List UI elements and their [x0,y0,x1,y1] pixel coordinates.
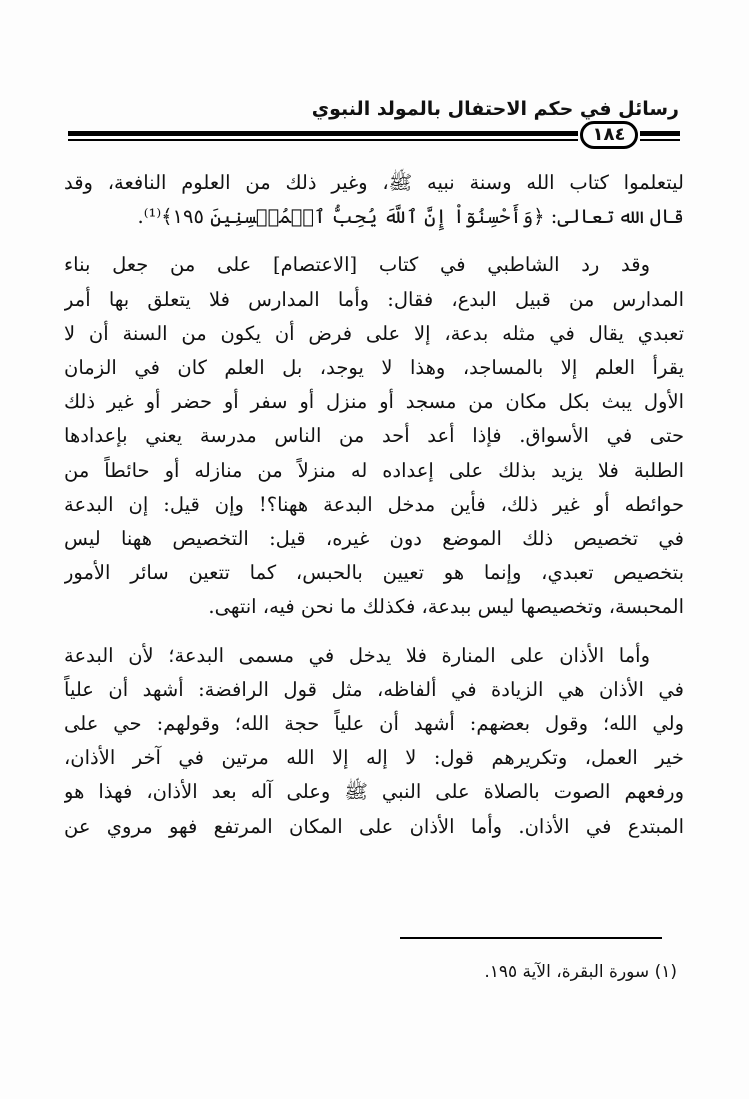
paragraph-1 [64,166,684,234]
text-line: خير العمل، وتكريرهم قول: لا إله إلا الله مرتين في آخر الأذان، [64,746,684,770]
text-line: الطلبة فلا يزيد بذلك على إعداده له منزلاً من منازله أو حائطاً من [64,458,684,482]
text-line: بتخصيص تعبدي، وإنما هو تعيين بالحبس، كما تتعين سائر الأمور [64,561,684,585]
header-rule-thin [68,139,578,141]
text-line: المدارس من قبيل البدع، فقال: وأما المدارس فلا يتعلق بها أمر [64,287,684,311]
text-line: المحبسة، وتخصيصها ليس ببدعة، فكذلك ما نحن فيه، انتهى. [208,595,684,619]
text-line: في تخصيص ذلك الموضع دون غيره، قيل: التخصيص ههنا ليس [64,527,684,551]
text-line: ليتعلموا كتاب الله وسنة نبيه ﷺ، وغير ذلك من العلوم النافعة، وقد [64,171,684,194]
text-line: المبتدع في الأذان. وأما الأذان على المكان المرتفع فهو مروي عن [64,814,684,838]
paragraph-3 [64,639,684,844]
header-rule-thick [68,131,578,136]
text-line: الأول يبث بكل مكان من مسجد أو منزل أو سفر أو حضر أو غير ذلك [64,390,684,414]
running-title: رسائل في حكم الاحتفال بالمولد النبوي [311,98,679,120]
text-line: في الأذان هي الزيادة في ألفاظه، مثل قول الرافضة: أشهد أن علياً [64,677,684,701]
text-line: ولي الله؛ وقول بعضهم: أشهد أن علياً حجة الله؛ وقولهم: حي على [64,712,684,736]
header-rule-right-thin [640,139,680,141]
body-text [64,166,684,858]
text-line: قال الله تعالى: ﴿وَأَحْسِنُوٓاْ إِنَّ ٱللَّهَ يُحِبُّ ٱلۡمُحۡسِنِينَ ١٩٥﴾⁽¹⁾. [137,205,684,229]
page-number: ١٨٤ [580,121,638,149]
text-line: حوائطه أو غير ذلك، فأين مدخل البدعة ههنا؟! وإن قيل: إن البدعة [64,492,684,516]
text-line: وقد رد الشاطبي في كتاب [الاعتصام] على من جعل بناء [64,253,650,277]
text-line: حتى في الأسواق. فإذا أعد أحد من الناس مدرسة يعني بإعدادها [64,424,684,448]
footnote-separator [400,937,662,939]
paragraph-2 [64,248,684,624]
text-line: ورفعهم الصوت بالصلاة على النبي ﷺ وعلى آله بعد الأذان، فهذا هو [64,780,684,804]
text-line: تعبدي يقال في مثله بدعة، إلا على فرض أن يكون من السنة أن لا [64,321,684,345]
text-line: وأما الأذان على المنارة فلا يدخل في مسمى البدعة؛ لأن البدعة [64,643,650,667]
text-line: يقرأ العلم إلا بالمساجد، وهذا لا يوجد، بل العلم كان في الزمان [64,356,684,380]
header-rule-right-thick [640,131,680,136]
footnote: (١) سورة البقرة، الآية ١٩٥. [484,962,677,982]
